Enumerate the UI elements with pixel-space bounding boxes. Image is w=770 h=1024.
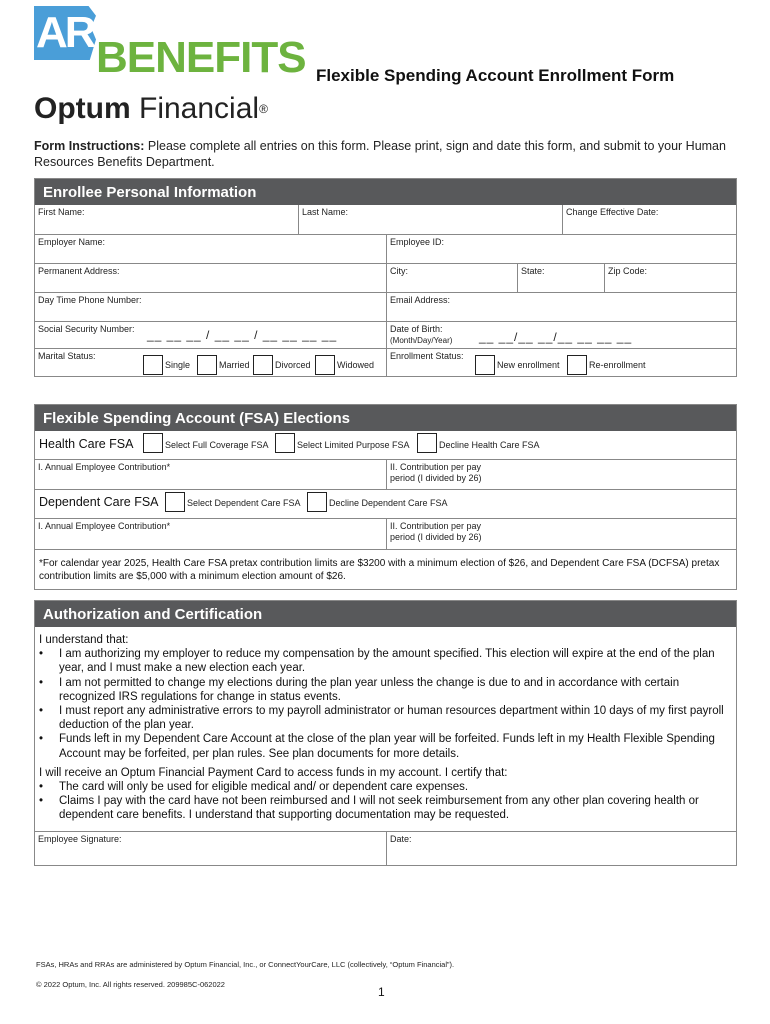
authorization-intro: I understand that:: [39, 634, 129, 646]
zip-label: Zip Code:: [608, 266, 648, 276]
enrollment-status-field: [387, 349, 736, 376]
widowed-option-label: Widowed: [337, 360, 375, 370]
personal-info-section: [34, 178, 737, 377]
health-per-pay-field[interactable]: [387, 460, 736, 490]
employee-id-field[interactable]: [387, 235, 736, 264]
re-enrollment-label: Re-enrollment: [589, 360, 646, 370]
re-enrollment-checkbox[interactable]: [567, 355, 587, 375]
marital-status-label: Marital Status:: [38, 351, 96, 361]
zip-field[interactable]: [605, 264, 736, 293]
optum-financial-logo: [34, 92, 268, 126]
employee-id-label: Employee ID:: [390, 237, 445, 247]
health-annual-contribution-field[interactable]: [35, 460, 387, 490]
footer-copyright: © 2022 Optum, Inc. All rights reserved. 209985C-062022: [36, 980, 225, 989]
personal-info-header: Enrollee Personal Information: [35, 179, 736, 205]
employer-name-field[interactable]: [35, 235, 387, 264]
first-name-label: First Name:: [38, 207, 85, 217]
benefits-logo-text: BENEFITS: [96, 33, 306, 82]
dob-format-label: (Month/Day/Year): [390, 336, 453, 345]
dependent-per-pay-field[interactable]: [387, 519, 736, 550]
married-option-label: Married: [219, 360, 250, 370]
ssn-label: Social Security Number:: [38, 324, 135, 334]
phone-label: Day Time Phone Number:: [38, 295, 142, 305]
full-coverage-fsa-checkbox[interactable]: [143, 433, 163, 453]
authorization-text: [39, 633, 731, 823]
authorization-section: [34, 600, 737, 866]
enrollment-status-label: Enrollment Status:: [390, 351, 464, 361]
state-field[interactable]: [518, 264, 605, 293]
health-annual-contribution-label: I. Annual Employee Contribution*: [38, 462, 171, 472]
dependent-care-fsa-label: Dependent Care FSA: [39, 495, 159, 509]
ar-logo-text: AR: [36, 8, 94, 57]
instructions-text: Please complete all entries on this form. Please print, sign and date this form, and submit to your Human Resources Benefits Department.: [34, 139, 726, 169]
form-instructions: [34, 138, 738, 170]
select-dependent-care-fsa-label: Select Dependent Care FSA: [187, 498, 301, 508]
page-number: 1: [378, 985, 385, 999]
new-enrollment-checkbox[interactable]: [475, 355, 495, 375]
last-name-field[interactable]: [299, 205, 563, 235]
limited-purpose-fsa-checkbox[interactable]: [275, 433, 295, 453]
certification-item: • Claims I pay with the card have not been reimbursed and I will not seek reimbursement from any other plan covering health or dependent care benefits. I understand that supporting documentation may be requested.: [39, 794, 731, 822]
authorization-item: • I must report any administrative errors to my payroll administrator or human resources department within 10 days of my first payroll deduction of the plan year.: [39, 704, 731, 732]
change-date-field[interactable]: [563, 205, 736, 235]
health-care-fsa-label: Health Care FSA: [39, 437, 134, 451]
city-label: City:: [390, 266, 408, 276]
divorced-option-label: Divorced: [275, 360, 311, 370]
email-label: Email Address:: [390, 295, 451, 305]
ar-logo: [34, 6, 96, 60]
authorization-header: Authorization and Certification: [35, 601, 736, 627]
change-date-label: Change Effective Date:: [566, 207, 659, 217]
fsa-limits-note: *For calendar year 2025, Health Care FSA pretax contribution limits are $3200 with a minimum election of $26, and Dependent Care FSA (DCFSA) pretax contribution limits are $5,000 with a minimum election amount of $26.: [39, 558, 720, 582]
dob-blanks: __ __/__ __/__ __ __ __: [479, 330, 633, 344]
divorced-checkbox[interactable]: [253, 355, 273, 375]
decline-dependent-care-fsa-label: Decline Dependent Care FSA: [329, 498, 448, 508]
dependent-annual-contribution-label: I. Annual Employee Contribution*: [38, 521, 171, 531]
address-field[interactable]: [35, 264, 387, 293]
ssn-field[interactable]: [35, 322, 387, 349]
email-field[interactable]: [387, 293, 736, 322]
fsa-elections-section: [34, 404, 737, 590]
optum-light: Financial: [130, 92, 260, 125]
decline-health-care-fsa-label: Decline Health Care FSA: [439, 440, 540, 450]
dependent-annual-contribution-field[interactable]: [35, 519, 387, 550]
single-option-label: Single: [165, 360, 191, 370]
new-enrollment-label: New enrollment: [497, 360, 560, 370]
authorization-list: [39, 647, 731, 761]
signature-date-field[interactable]: [387, 832, 736, 865]
single-checkbox[interactable]: [143, 355, 163, 375]
employee-signature-label: Employee Signature:: [38, 834, 122, 844]
footer-administrator-note: FSAs, HRAs and RRAs are administered by Optum Financial, Inc., or ConnectYourCare, LLC (collectively, “Optum Financial”).: [36, 960, 455, 969]
widowed-checkbox[interactable]: [315, 355, 335, 375]
phone-field[interactable]: [35, 293, 387, 322]
married-checkbox[interactable]: [197, 355, 217, 375]
select-dependent-care-fsa-checkbox[interactable]: [165, 492, 185, 512]
instructions-lead: Form Instructions:: [34, 139, 145, 153]
decline-health-care-fsa-checkbox[interactable]: [417, 433, 437, 453]
last-name-label: Last Name:: [302, 207, 349, 217]
state-label: State:: [521, 266, 545, 276]
full-coverage-fsa-label: Select Full Coverage FSA: [165, 440, 269, 450]
dependent-per-pay-label: II. Contribution per pay period (I divided by 26): [390, 521, 482, 542]
certification-list: [39, 780, 731, 823]
authorization-item: • Funds left in my Dependent Care Account at the close of the plan year will be forfeited. Funds left in my Health Flexible Spending Account may be forfeited, per plan rules. See plan documents for more details.: [39, 732, 731, 760]
registered-mark: ®: [259, 102, 268, 116]
certification-intro: I will receive an Optum Financial Payment Card to access funds in my account. I certify that:: [39, 766, 508, 779]
page-title: Flexible Spending Account Enrollment Form: [316, 66, 675, 85]
dob-label: Date of Birth:: [390, 324, 443, 334]
ssn-blanks: __ __ __ / __ __ / __ __ __ __: [147, 328, 338, 342]
employer-name-label: Employer Name:: [38, 237, 106, 247]
employee-signature-field[interactable]: [35, 832, 387, 865]
authorization-item: • I am not permitted to change my elections during the plan year unless the change is due to and in accordance with certain recognized IRS regulations for change in status events.: [39, 676, 731, 704]
health-per-pay-label: II. Contribution per pay period (I divided by 26): [390, 462, 482, 483]
address-label: Permanent Address:: [38, 266, 120, 276]
fsa-elections-header: Flexible Spending Account (FSA) Elections: [35, 405, 736, 431]
signature-date-label: Date:: [390, 834, 412, 844]
city-field[interactable]: [387, 264, 518, 293]
optum-bold: Optum: [34, 92, 131, 125]
decline-dependent-care-fsa-checkbox[interactable]: [307, 492, 327, 512]
limited-purpose-fsa-label: Select Limited Purpose FSA: [297, 440, 410, 450]
dob-field[interactable]: [387, 322, 736, 349]
certification-item: • The card will only be used for eligible medical and/ or dependent care expenses.: [39, 780, 731, 794]
authorization-item: • I am authorizing my employer to reduce my compensation by the amount specified. This election will expire at the end of the plan year, and I must make a new election each year.: [39, 647, 731, 675]
first-name-field[interactable]: [35, 205, 299, 235]
